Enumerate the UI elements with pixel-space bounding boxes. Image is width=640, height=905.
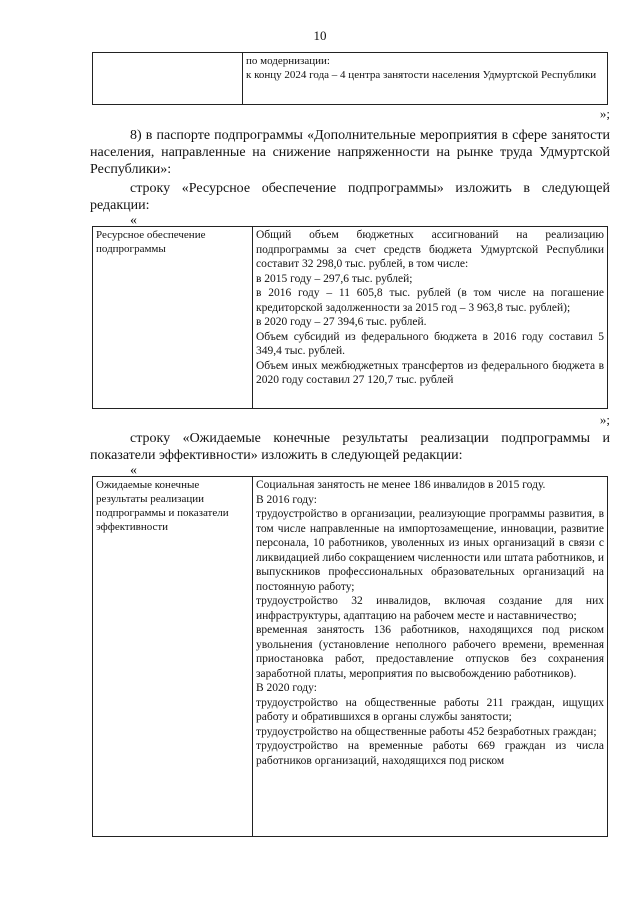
results-paragraph: трудоустройство на временные работы 669 граждан из числа работников организаций, находящихся под риском: [256, 740, 604, 767]
resource-table: [92, 226, 608, 409]
resource-paragraph: в 2016 году – 11 605,8 тыс. рублей (в том числе на погашение кредиторской задолженности за 2015 год – 3 963,8 тыс. рублей);: [256, 287, 604, 314]
resource-paragraph: в 2020 году – 27 394,6 тыс. рублей.: [256, 316, 427, 328]
results-label-cell: [93, 477, 253, 837]
top-table-line: к концу 2024 года – 4 центра занятости населения Удмуртской Республики: [246, 69, 597, 81]
opening-quote: «: [130, 213, 137, 228]
resource-paragraph: Общий объем бюджетных ассигнований на реализацию подпрограммы за счет средств бюджета Удмуртской Республики составит 32 298,0 тыс. рублей, в том числе:: [256, 229, 604, 270]
top-table-text-cell: [243, 53, 608, 105]
results-label: Ожидаемые конечные результаты реализации подпрограммы и показатели эффективности: [96, 479, 229, 533]
top-table-empty-cell: [93, 53, 243, 105]
results-paragraph: трудоустройство в организации, реализующие программы развития, в том числе направленные на импортозамещение, инновации, развитие персонала, 10 работников, уволенных из иных организаций в связи с ликвидацией либо сокращением численности или штата работников, и выпускников профессиональных образовательных организаций на постоянную работу;: [256, 508, 604, 593]
top-table: [92, 52, 608, 105]
resource-label-cell: [93, 227, 253, 409]
results-paragraph: трудоустройство на общественные работы 452 безработных граждан;: [256, 725, 597, 738]
results-paragraph: В 2016 году:: [256, 493, 317, 506]
resource-paragraph: Объем субсидий из федерального бюджета в 2016 году составил 5 349,4 тыс. рублей.: [256, 330, 604, 357]
results-content-cell: [253, 477, 608, 837]
closing-quote: »;: [599, 412, 610, 427]
results-paragraph: трудоустройство 32 инвалидов, включая создание для них инфраструктуры, адаптацию на рабочем месте и наставничество;: [256, 595, 604, 622]
top-table-line: по модернизации:: [246, 55, 330, 67]
results-paragraph: Социальная занятость не менее 186 инвалидов в 2015 году.: [256, 479, 546, 491]
resource-content-cell: [253, 227, 608, 409]
results-table: [92, 476, 608, 837]
closing-quote: »;: [599, 106, 610, 121]
resource-paragraph: Объем иных межбюджетных трансфертов из федерального бюджета в 2020 году составил 27 120,7 тыс. рублей: [256, 359, 604, 386]
results-paragraph: трудоустройство на общественные работы 211 граждан, ищущих работу и обратившихся в органы службы занятости;: [256, 696, 604, 723]
paragraph-8: [90, 127, 610, 178]
paragraph-results: [90, 430, 610, 464]
results-paragraph: В 2020 году:: [256, 682, 317, 694]
opening-quote: «: [130, 463, 137, 478]
results-paragraph: временная занятость 136 работников, находящихся под риском увольнения (установление неполного рабочего времени, временная приостановка работ, предоставление отпусков без сохранения заработной платы, мероприятия по высвобождению работников).: [256, 624, 604, 680]
paragraph-8-text: 8) в паспорте подпрограммы «Дополнительные мероприятия в сфере занятости населения, направленные на снижение напряженности на рынке труда Удмуртской Республики»:: [90, 128, 610, 177]
resource-label: Ресурсное обеспечение подпрограммы: [96, 229, 206, 255]
paragraph-resource-text: строку «Ресурсное обеспечение подпрограммы» изложить в следующей редакции:: [90, 181, 610, 213]
paragraph-results-text: строку «Ожидаемые конечные результаты реализации подпрограммы и показатели эффективности» изложить в следующей редакции:: [90, 431, 610, 463]
paragraph-resource: [90, 180, 610, 214]
page-number: 10: [313, 28, 327, 43]
resource-paragraph: в 2015 году – 297,6 тыс. рублей;: [256, 272, 413, 285]
